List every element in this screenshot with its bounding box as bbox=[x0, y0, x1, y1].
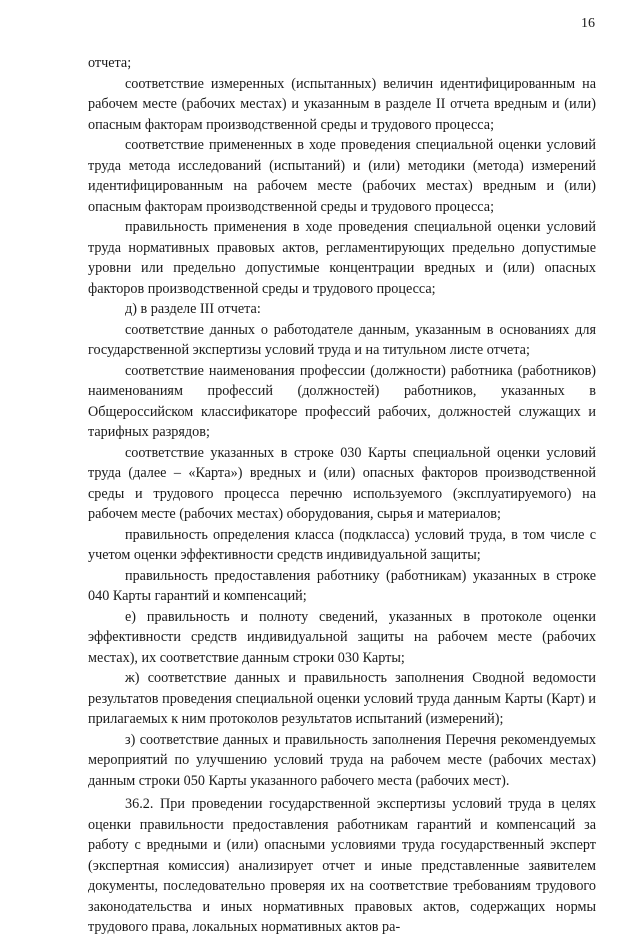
paragraph-line-030: соответствие указанных в строке 030 Карты специальной оценки условий труда (далее – «Карта») вредных и (или) опасных факторов производственной среды и трудового процесса перечню используемого (эксплуатируемого) на рабочем месте (рабочих местах) оборудования, сырья и материалов; bbox=[88, 444, 596, 522]
paragraph-item-d: д) в разделе III отчета: bbox=[125, 301, 261, 317]
paragraph-class-definition: правильность определения класса (подкласса) условий труда, в том числе с учетом оценки эффективности средств индивидуальной защиты; bbox=[88, 526, 596, 563]
paragraph-profession-names: соответствие наименования профессии (должности) работника (работников) наименованиям профессий (должностей) работников, указанных в Общероссийском классификаторе профессий рабочих, должностей служащих и тарифных разрядов; bbox=[88, 362, 596, 440]
paragraph-continuation: отчета; bbox=[88, 55, 132, 71]
page-number: 16 bbox=[581, 16, 595, 31]
paragraph-measured-values: соответствие измеренных (испытанных) величин идентифицированным на рабочем месте (рабочих местах) и указанным в разделе II отчета вредным и (или) опасным факторам производственной среды и трудового процесса; bbox=[88, 75, 596, 133]
paragraph-normative-acts: правильность применения в ходе проведения специальной оценки условий труда нормативных правовых актов, регламентирующих предельно допустимые уровни или предельно допустимые концентрации вредных и (или) опасных факторов производственной среды и трудового процесса; bbox=[88, 219, 596, 297]
paragraph-item-e: е) правильность и полноту сведений, указанных в протоколе оценки эффективности средств индивидуальной защиты на рабочем месте (рабочих местах), их соответствие данным строки 030 Карты; bbox=[88, 608, 596, 666]
paragraph-item-zh: ж) соответствие данных и правильность заполнения Сводной ведомости результатов проведения специальной оценки условий труда данным Карты (Карт) и прилагаемых к ним протоколов результатов испытаний (измерений); bbox=[88, 670, 596, 727]
paragraph-guarantees: правильность предоставления работнику (работникам) указанных в строке 040 Карты гарантий и компенсаций; bbox=[88, 567, 596, 604]
paragraph-section-36-2: 36.2. При проведении государственной экспертизы условий труда в целях оценки правильности предоставления работникам гарантий и компенсаций за работу с вредными и (или) опасными условиями труда государственный эксперт (экспертная комиссия) анализирует отчет и иные представленные заявителем документы, последовательно проверяя их на соответствие требованиям трудового законодательства и иных нормативных правовых актов, содержащих нормы трудового права, локальных нормативных актов ра- bbox=[88, 796, 596, 935]
paragraph-item-z: з) соответствие данных и правильность заполнения Перечня рекомендуемых мероприятий по улучшению условий труда на рабочем месте (рабочих местах) данным строки 050 Карты указанного рабочего места (рабочих мест). bbox=[88, 731, 596, 789]
paragraph-employer-data: соответствие данных о работодателе данным, указанным в основаниях для государственной экспертизы условий труда и на титульном листе отчета; bbox=[88, 321, 596, 358]
document-body bbox=[88, 53, 596, 938]
paragraph-methods: соответствие примененных в ходе проведения специальной оценки условий труда метода исследований (испытаний) и (или) методики (метода) измерений идентифицированным на рабочем месте (рабочих местах) вредным и (или) опасным факторам производственной среды и трудового процесса; bbox=[88, 137, 596, 215]
